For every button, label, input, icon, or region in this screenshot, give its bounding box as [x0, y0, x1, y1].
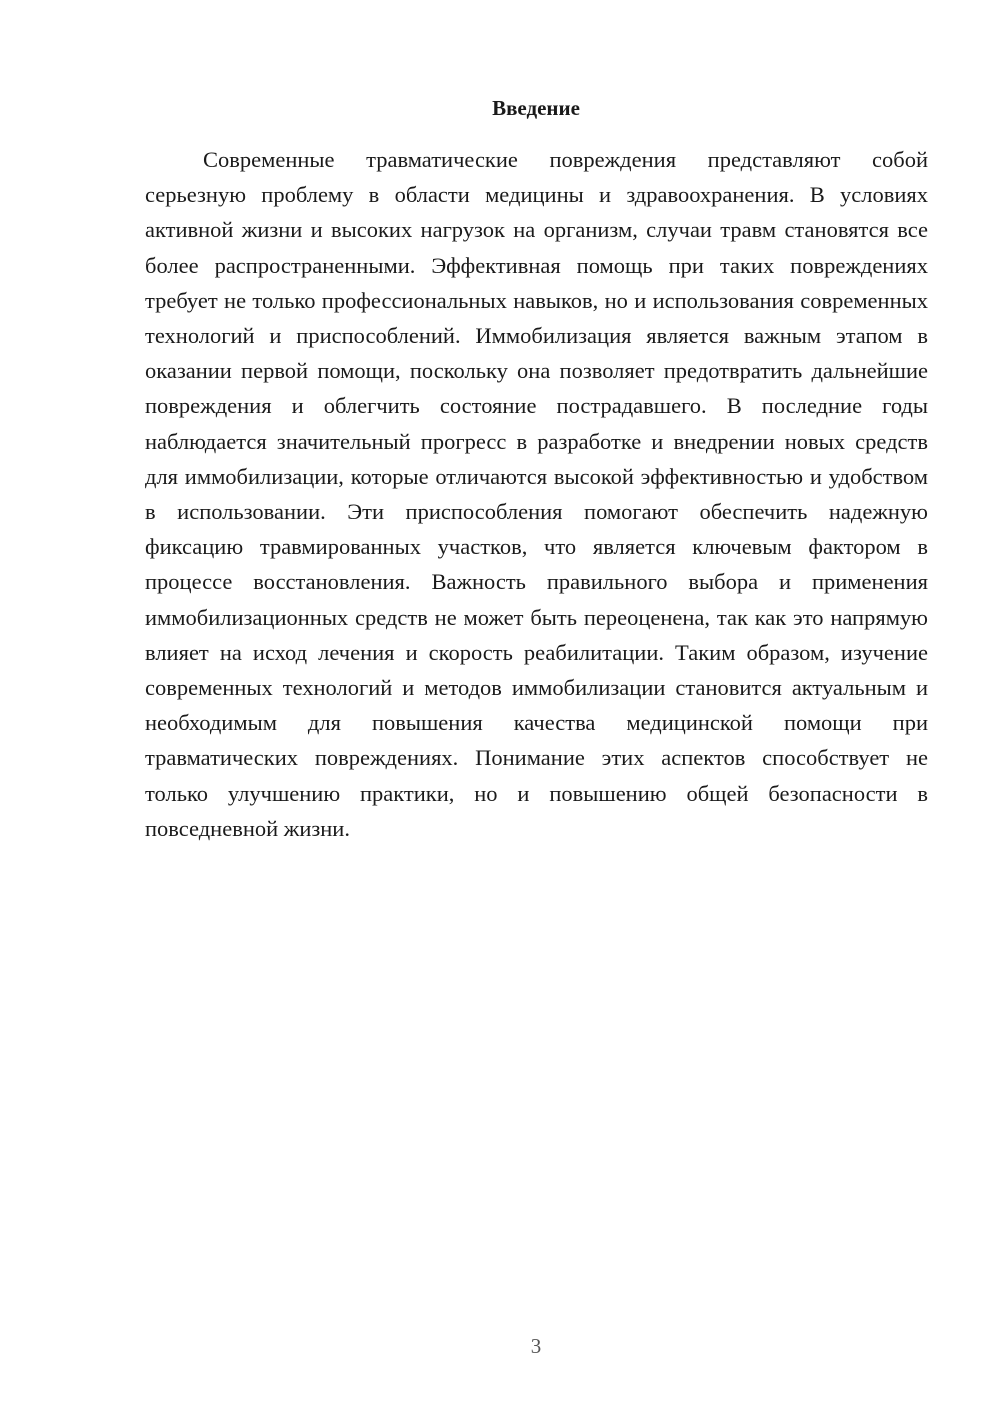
body-paragraph: Современные травматические повреждения представляют собой серьезную проблему в области медицины и здравоохранения. В условиях активной жизни и высоких нагрузок на организм, случаи травм становятся все более распространенными. Эффективная помощь при таких повреждениях требует не только профессиональных навыков, но и использования современных технологий и приспособлений. Иммобилизация является важным этапом в оказании первой помощи, поскольку она позволяет предотвратить дальнейшие повреждения и облегчить состояние пострадавшего. В последние годы наблюдается значительный прогресс в разработке и внедрении новых средств для иммобилизации, которые отличаются высокой эффективностью и удобством в использовании. Эти приспособления помогают обеспечить надежную фиксацию травмированных участков, что является ключевым фактором в процессе восстановления. Важность правильного выбора и применения иммобилизационных средств не может быть переоценена, так как это напрямую влияет на исход лечения и скорость реабилитации. Таким образом, изучение современных технологий и методов иммобилизации становится актуальным и необходимым для повышения качества медицинской помощи при травматических повреждениях. Понимание этих аспектов способствует не только улучшению практики, но и повышению общей безопасности в повседневной жизни.: [145, 147, 928, 841]
page-number: 3: [530, 1334, 542, 1358]
section-heading: Введение: [492, 96, 580, 120]
